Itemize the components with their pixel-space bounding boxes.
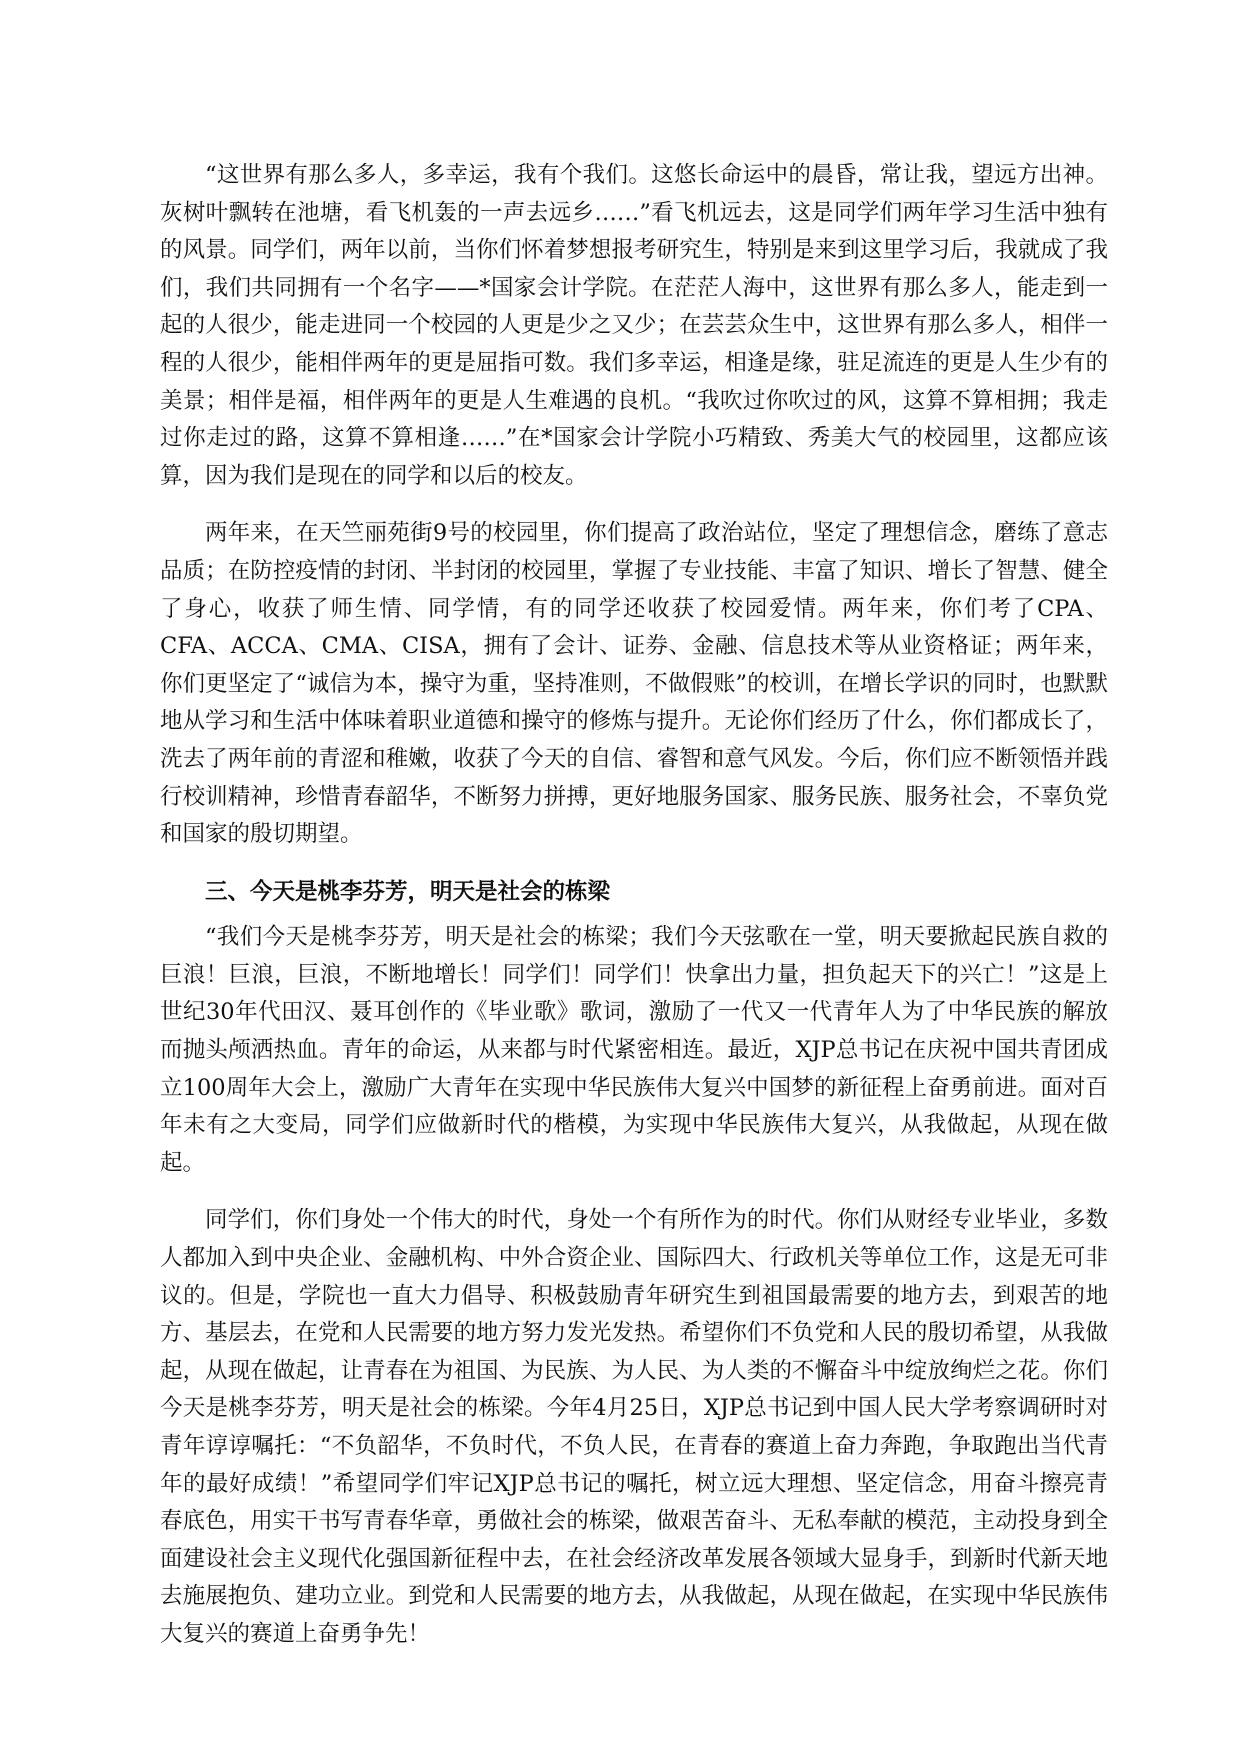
section-heading: 三、今天是桃李芬芳，明天是社会的栋梁 [205,878,611,905]
document-body [160,157,1108,1674]
body-paragraph-3: “我们今天是桃李芬芳，明天是社会的栋梁；我们今天弦歌在一堂，明天要掀起民族自救的巨浪！巨浪，巨浪，不断地增长！同学们！同学们！快拿出力量，担负起天下的兴亡！”这是上世纪30年代田汉、聂耳创作的《毕业歌》歌词，激励了一代又一代青年人为了中华民族的解放而抛头颅洒热血。青年的命运，从来都与时代紧密相连。最近，XJP总书记在庆祝中国共青团成立100周年大会上，激励广大青年在实现中华民族伟大复兴中国梦的新征程上奋勇前进。面对百年未有之大变局，同学们应做新时代的楷模，为实现中华民族伟大复兴，从我做起，从现在做起。 [160,924,1108,1176]
body-paragraph-2: 两年来，在天竺丽苑街9号的校园里，你们提高了政治站位，坚定了理想信念，磨练了意志品质；在防控疫情的封闭、半封闭的校园里，掌握了专业技能、丰富了知识、增长了智慧、健全了身心，收获了师生情、同学情，有的同学还收获了校园爱情。两年来，你们考了CPA、CFA、ACCA、CMA、CISA，拥有了会计、证券、金融、信息技术等从业资格证；两年来，你们更坚定了“诚信为本，操守为重，坚持准则，不做假账”的校训，在增长学识的同时，也默默地从学习和生活中体味着职业道德和操守的修炼与提升。无论你们经历了什么，你们都成长了，洗去了两年前的青涩和稚嫩，收获了今天的自信、睿智和意气风发。今后，你们应不断领悟并践行校训精神，珍惜青春韶华，不断努力拼搏，更好地服务国家、服务民族、服务社会，不辜负党和国家的殷切期望。 [160,520,1108,848]
body-paragraph-4: 同学们，你们身处一个伟大的时代，身处一个有所作为的时代。你们从财经专业毕业，多数人都加入到中央企业、金融机构、中外合资企业、国际四大、行政机关等单位工作，这是无可非议的。但是，学院也一直大力倡导、积极鼓励青年研究生到祖国最需要的地方去，到艰苦的地方、基层去，在党和人民需要的地方努力发光发热。希望你们不负党和人民的殷切希望，从我做起，从现在做起，让青春在为祖国、为民族、为人民、为人类的不懈奋斗中绽放绚烂之花。你们今天是桃李芬芳，明天是社会的栋梁。今年4月25日，XJP总书记到中国人民大学考察调研时对青年谆谆嘱托：“不负韶华，不负时代，不负人民，在青春的赛道上奋力奔跑，争取跑出当代青年的最好成绩！”希望同学们牢记XJP总书记的嘱托，树立远大理想、坚定信念，用奋斗擦亮青春底色，用实干书写青春华章，勇做社会的栋梁，做艰苦奋斗、无私奉献的模范，主动投身到全面建设社会主义现代化强国新征程中去，在社会经济改革发展各领域大显身手，到新时代新天地去施展抱负、建功立业。到党和人民需要的地方去，从我做起，从现在做起，在实现中华民族伟大复兴的赛道上奋勇争先！ [160,1207,1108,1647]
body-paragraph-1: “这世界有那么多人，多幸运，我有个我们。这悠长命运中的晨昏，常让我，望远方出神。灰树叶飘转在池塘，看飞机轰的一声去远乡……”看飞机远去，这是同学们两年学习生活中独有的风景。同学们，两年以前，当你们怀着梦想报考研究生，特别是来到这里学习后，我就成了我们，我们共同拥有一个名字——*国家会计学院。在茫茫人海中，这世界有那么多人，能走到一起的人很少，能走进同一个校园的人更是少之又少；在芸芸众生中，这世界有那么多人，相伴一程的人很少，能相伴两年的更是屈指可数。我们多幸运，相逢是缘，驻足流连的更是人生少有的美景；相伴是福，相伴两年的更是人生难遇的良机。“我吹过你吹过的风，这算不算相拥；我走过你走过的路，这算不算相逢……”在*国家会计学院小巧精致、秀美大气的校园里，这都应该算，因为我们是现在的同学和以后的校友。 [160,162,1108,489]
